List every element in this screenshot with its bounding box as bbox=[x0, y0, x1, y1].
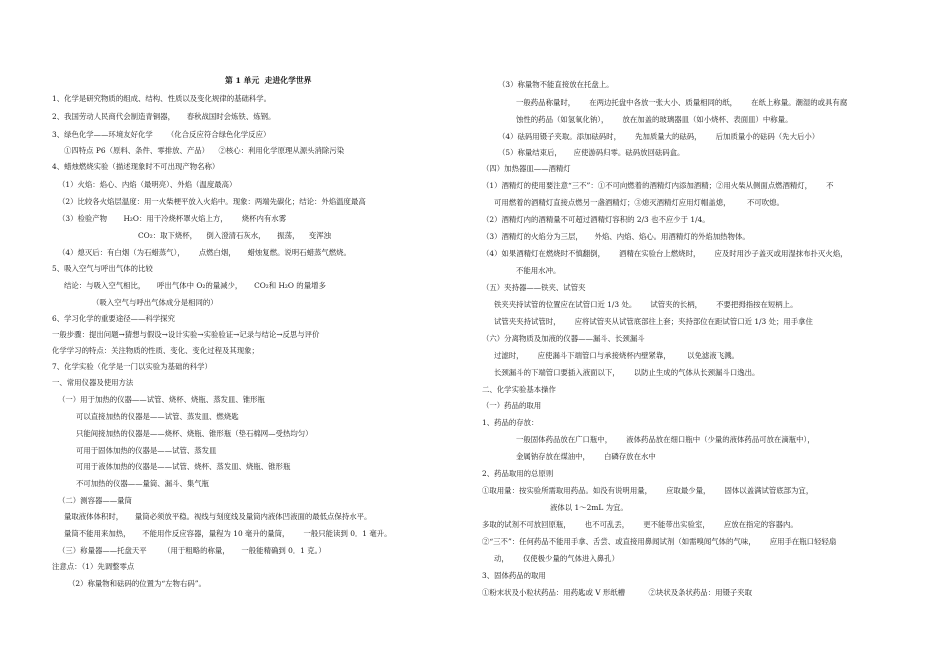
left-line-3: 3、绿色化学——环境友好化学 （化合反应符合绿色化学反应） bbox=[52, 130, 271, 139]
right-line-10: （4）如果酒精灯在燃烧时不慎翻倒， 酒精在实验台上燃烧时， 应及时用沙子盖灭或用湿抹布扑灭火焰， bbox=[482, 249, 848, 258]
right-line-15: （六）分离物质及加液的仪器——漏斗、长颈漏斗 bbox=[482, 334, 645, 343]
left-line-14: 6、学习化学的重要途径——科学探究 bbox=[52, 314, 175, 323]
left-line-0: 第 1 单元 走进化学世界 bbox=[225, 76, 312, 85]
right-line-2: 蚀性的药品（如氢氧化钠）， 放在加盖的玻璃器皿（如小烧杯、表面皿）中称量。 bbox=[516, 115, 793, 124]
left-line-13: （吸入空气与呼出气体成分是相同的） bbox=[92, 298, 218, 307]
left-line-6: （1）火焰：焰心、内焰（最明亮）、外焰（温度最高） bbox=[58, 180, 237, 189]
right-line-9: （3）酒精灯的火焰分为三层， 外焰、内焰、焰心。用酒精灯的外焰加热物体。 bbox=[482, 232, 750, 241]
left-line-27: 量筒不能用来加热， 不能用作反应容器，量程为 10 毫升的量筒， 一般只能读到 0．1 毫升。 bbox=[64, 529, 392, 538]
left-line-19: （一）用于加热的仪器——试管、烧杯、烧瓶、蒸发皿、锥形瓶 bbox=[58, 395, 265, 404]
right-line-16: 过滤时， 应使漏斗下端管口与承接烧杯内壁紧靠， 以免滤液飞溅。 bbox=[494, 351, 739, 360]
right-line-19: （一）药品的取用 bbox=[482, 401, 542, 410]
right-line-25: 液体以 1～2mL 为宜。 bbox=[550, 503, 628, 512]
right-line-6: （1）酒精灯的使用要注意“三不”：①不可向燃着的酒精灯内添加酒精；②用火柴从侧面点燃酒精灯， 不 bbox=[482, 181, 834, 190]
left-line-23: 可用于液体加热的仪器是——试管、烧杯、蒸发皿、烧瓶、锥形瓶 bbox=[76, 462, 291, 471]
right-line-13: 铁夹夹持试管的位置应在试管口近 1/3 处。 试管夹的长柄， 不要把拇指按在短柄上。 bbox=[494, 300, 798, 309]
left-line-17: 7、化学实验（化学是一门以实验为基础的科学） bbox=[52, 362, 212, 371]
right-line-1: 一般药品称量时， 在两边托盘中各放一张大小、质量相同的纸， 在纸上称量。潮湿的或具有腐 bbox=[516, 98, 848, 107]
left-line-10: （4）熄灭后：有白烟（为石蜡蒸气）， 点燃白烟， 蜡烛复燃。说明石蜡蒸气燃烧。 bbox=[58, 248, 351, 257]
left-line-26: 量取液体体积时， 量筒必须放平稳。视线与刻度线及量筒内液体凹液面的最低点保持水平。 bbox=[64, 512, 372, 521]
right-line-21: 一般固体药品放在广口瓶中， 液体药品放在细口瓶中（少量的液体药品可放在滴瓶中）， bbox=[516, 435, 815, 444]
left-line-18: 一、常用仪器及使用方法 bbox=[52, 378, 134, 387]
right-line-24: ①取用量：按实验所需取用药品。如没有说明用量， 应取最少量， 固体以盖满试管底部为宜， bbox=[482, 486, 814, 495]
left-line-12: 结论：与吸入空气相比， 呼出气体中 O₂的量减少， CO₂和 H₂O 的量增多 bbox=[64, 281, 326, 290]
right-line-11: 不能用水冲。 bbox=[516, 266, 561, 275]
right-line-20: 1、药品的存放： bbox=[482, 418, 539, 427]
right-line-0: （3）称量物不能直接放在托盘上。 bbox=[498, 80, 614, 89]
left-line-20: 可以直接加热的仪器是——试管、蒸发皿、燃烧匙 bbox=[76, 412, 239, 421]
right-line-26: 多取的试剂不可放回原瓶， 也不可乱丢， 更不能带出实验室， 应放在指定的容器内。 bbox=[482, 520, 798, 529]
right-line-17: 长颈漏斗的下端管口要插入液面以下， 以防止生成的气体从长颈漏斗口逸出。 bbox=[494, 368, 760, 377]
left-line-15: 一般步骤：提出问题→猜想与假设→设计实验→实验验证→记录与结论→反思与评价 bbox=[52, 330, 320, 339]
left-line-24: 不可加热的仪器——量筒、漏斗、集气瓶 bbox=[76, 479, 210, 488]
right-line-14: 试管夹夹持试管时， 应将试管夹从试管底部往上套；夹持部位在距试管口近 1/3 处；用手拿住 bbox=[494, 317, 813, 326]
left-line-9: CO₂：取下烧杯， 倒入澄清石灰水， 振荡， 变浑浊 bbox=[138, 231, 332, 240]
right-line-5: （四）加热器皿——酒精灯 bbox=[482, 164, 571, 173]
left-line-28: （三）称量器——托盘天平 （用于粗略的称量， 一般能精确到 0．1 克。） bbox=[58, 546, 326, 555]
left-line-21: 只能间接加热的仪器是——烧杯、烧瓶、锥形瓶（垫石棉网—受热均匀） bbox=[76, 429, 313, 438]
right-line-4: （5）称量结束后， 应使游码归零。砝码放回砝码盒。 bbox=[498, 148, 685, 157]
right-line-30: ①粉末状及小粒状药品：用药匙或 V 形纸槽 ②块状及条状药品：用镊子夹取 bbox=[482, 588, 753, 597]
right-line-28: 动， 仅使极少量的气体进入鼻孔） bbox=[494, 554, 619, 563]
right-line-7: 可用燃着的酒精灯直接点燃另一盏酒精灯；③熄灭酒精灯应用灯帽盖熄， 不可吹熄。 bbox=[494, 198, 784, 207]
left-line-25: （二）测容器——量筒 bbox=[58, 496, 132, 505]
right-line-8: （2）酒精灯内的酒精量不可超过酒精灯容积的 2/3 也不应少于 1/4。 bbox=[482, 215, 710, 224]
left-line-16: 化学学习的特点：关注物质的性质、变化、变化过程及其现象； bbox=[52, 346, 259, 355]
left-line-1: 1、化学是研究物质的组成、结构、性质以及变化规律的基础科学。 bbox=[52, 94, 272, 103]
left-line-11: 5、吸入空气与呼出气体的比较 bbox=[52, 264, 153, 273]
left-line-29: 注意点：（1）先调整零点 bbox=[52, 562, 135, 571]
left-line-5: 4、蜡烛燃烧实验（描述现象时不可出现产物名称） bbox=[52, 162, 220, 171]
left-line-7: （2）比较各火焰层温度：用一火柴梗平放入火焰中。现象：两端先碳化；结论：外焰温度最高 bbox=[58, 197, 366, 206]
right-line-29: 3、固体药品的取用 bbox=[482, 571, 546, 580]
left-line-8: （3）检验产物 H₂O：用干冷烧杯罩火焰上方， 烧杯内有水雾 bbox=[58, 214, 287, 223]
left-line-2: 2、我国劳动人民商代会制造青铜器， 春秋战国时会炼铁、炼钢。 bbox=[52, 112, 276, 121]
right-line-18: 二、化学实验基本操作 bbox=[482, 385, 556, 394]
right-line-3: （4）砝码用镊子夹取。添加砝码时， 先加质量大的砝码， 后加质量小的砝码（先大后小） bbox=[498, 132, 820, 141]
left-line-30: （2）称量物和砝码的位置为“左物右码”。 bbox=[68, 579, 206, 588]
left-line-4: ①四特点 P6（原料、条件、零排放、产品） ②核心：利用化学原理从源头消除污染 bbox=[64, 146, 345, 155]
right-line-12: （五）夹持器——铁夹、试管夹 bbox=[482, 283, 586, 292]
right-line-23: 2、药品取用的总原则 bbox=[482, 469, 554, 478]
right-line-27: ②“三不”：任何药品不能用手拿、舌尝、或直接用鼻闻试剂（如需嗅闻气体的气味， 应用手在瓶口轻轻扇 bbox=[482, 537, 837, 546]
left-line-22: 可用于固体加热的仪器是——试管、蒸发皿 bbox=[76, 446, 217, 455]
right-line-22: 金属钠存放在煤油中， 白磷存放在水中 bbox=[516, 452, 656, 461]
